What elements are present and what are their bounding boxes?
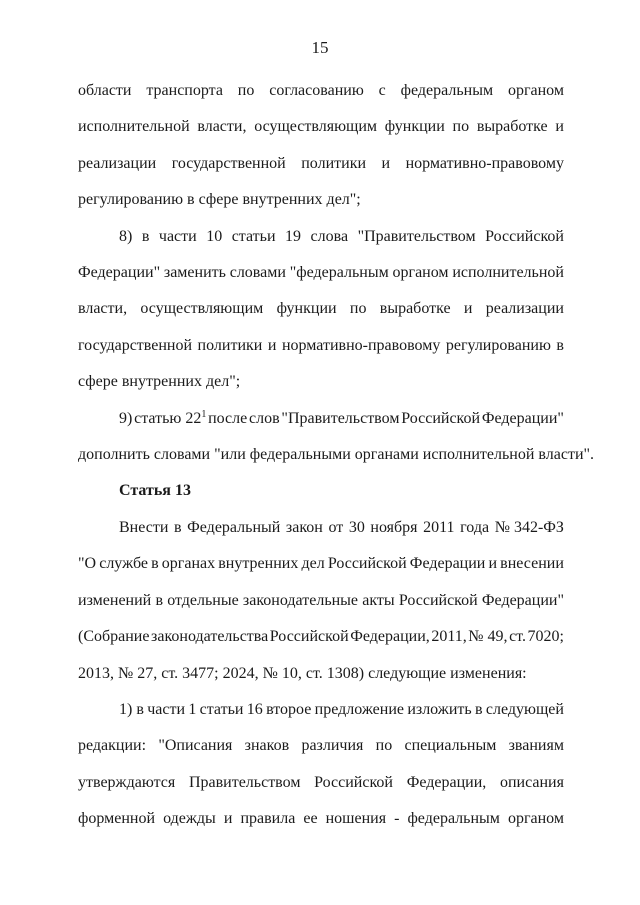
text-line bbox=[78, 328, 564, 364]
text-line bbox=[78, 583, 564, 619]
word: от bbox=[328, 518, 344, 536]
word: ст. bbox=[509, 628, 526, 646]
word: государственной bbox=[171, 154, 286, 172]
text-line bbox=[78, 182, 564, 218]
word: и bbox=[267, 336, 277, 354]
word: законодательные bbox=[242, 591, 359, 609]
text-line bbox=[78, 255, 564, 291]
word: 8) bbox=[119, 227, 133, 245]
word: согласованию bbox=[269, 82, 364, 99]
word: по bbox=[375, 737, 393, 755]
text-line bbox=[78, 801, 564, 837]
word: части bbox=[158, 227, 197, 245]
word: статью $22^1$ bbox=[134, 408, 207, 427]
word: 9) bbox=[119, 409, 133, 427]
word: Российской bbox=[401, 409, 481, 427]
word: функции bbox=[276, 300, 337, 318]
paragraph-transport-continuation bbox=[78, 73, 564, 219]
word: в bbox=[173, 518, 182, 536]
text-line bbox=[78, 437, 595, 473]
word: 1) в bbox=[119, 700, 144, 718]
word: 10 bbox=[206, 227, 223, 245]
word: и bbox=[223, 810, 233, 828]
word: слов bbox=[249, 409, 280, 427]
line-text: 2013, № 27, ст. 3477; 2024, № 10, ст. 1308) следующие изменения: bbox=[78, 664, 527, 682]
word: Российской bbox=[485, 227, 564, 245]
word: предложение bbox=[314, 700, 404, 718]
word: дел bbox=[301, 555, 325, 573]
paragraph-item-8 bbox=[78, 219, 564, 401]
word: власти, bbox=[78, 300, 128, 318]
word: органом bbox=[392, 264, 449, 282]
text-line bbox=[78, 401, 564, 437]
word: с bbox=[378, 82, 386, 99]
word: статьи bbox=[231, 227, 276, 245]
word: правила bbox=[240, 810, 296, 828]
text-line bbox=[78, 291, 564, 327]
word: изменений bbox=[78, 591, 152, 609]
word: в bbox=[556, 336, 564, 354]
word: № 342-ФЗ bbox=[494, 518, 564, 536]
text-line bbox=[78, 364, 564, 400]
word: выработке bbox=[379, 300, 451, 318]
word: закон bbox=[285, 518, 323, 536]
word: следующей bbox=[485, 700, 564, 718]
word: № 49, bbox=[468, 628, 508, 646]
text-line bbox=[78, 619, 564, 655]
word: "О bbox=[78, 555, 97, 573]
word: транспорта bbox=[146, 82, 223, 99]
word: Федерации, bbox=[350, 628, 430, 646]
word: второе bbox=[266, 700, 312, 718]
line-text: дополнить словами "или федеральными органами исполнительной власти". bbox=[78, 446, 595, 464]
word: Российской bbox=[398, 591, 478, 609]
word: ее bbox=[303, 810, 318, 828]
word: утверждаются bbox=[78, 773, 176, 791]
word: 2011, bbox=[431, 628, 467, 646]
word: Российской bbox=[314, 773, 393, 791]
word: реализации bbox=[485, 300, 564, 318]
word: слова bbox=[310, 227, 349, 245]
word: и bbox=[488, 555, 498, 573]
text-line bbox=[78, 546, 564, 582]
line-text: регулированию в сфере внутренних дел"; bbox=[78, 191, 361, 209]
word: отдельные bbox=[167, 591, 239, 609]
word: в bbox=[155, 591, 163, 609]
word: "Описания bbox=[158, 737, 233, 755]
text-line bbox=[78, 109, 564, 145]
word: 19 bbox=[285, 227, 302, 245]
word: по bbox=[237, 82, 255, 99]
word: нормативно-правовому bbox=[405, 154, 564, 172]
word: осуществляющим bbox=[254, 118, 378, 136]
word: ношения bbox=[325, 810, 387, 828]
word: в bbox=[151, 555, 159, 573]
word: Федерации bbox=[409, 555, 486, 573]
word: нормативно-правовому bbox=[281, 336, 441, 354]
word: ноября bbox=[370, 518, 418, 536]
word: Федерации" bbox=[481, 591, 564, 609]
word: внутренних bbox=[218, 555, 299, 573]
word: органом bbox=[507, 82, 564, 99]
word: и bbox=[463, 300, 473, 318]
text-line bbox=[78, 656, 564, 692]
word: статьи bbox=[199, 700, 244, 718]
word: после bbox=[208, 409, 248, 427]
text-line bbox=[78, 510, 564, 546]
word: Федерации" bbox=[78, 264, 161, 282]
word: заменить bbox=[163, 264, 226, 282]
word: изложить bbox=[407, 700, 472, 718]
word: части bbox=[147, 700, 186, 718]
word: политики bbox=[301, 154, 367, 172]
word: акты bbox=[362, 591, 395, 609]
word: "федеральным bbox=[289, 264, 389, 282]
word: по bbox=[452, 118, 470, 136]
paragraph-article-13-intro bbox=[78, 510, 564, 692]
word: - bbox=[394, 810, 400, 828]
word: специальным bbox=[404, 737, 497, 755]
word: политики bbox=[197, 336, 263, 354]
word: "Правительством bbox=[281, 409, 400, 427]
word: осуществляющим bbox=[140, 300, 264, 318]
page-number: 15 bbox=[311, 38, 329, 57]
text-line bbox=[78, 728, 564, 764]
word: редакции: bbox=[78, 737, 147, 755]
word: Федеральный bbox=[187, 518, 281, 536]
word: федеральным bbox=[400, 82, 494, 99]
word: выработке bbox=[476, 118, 548, 136]
word: 2011 bbox=[423, 518, 455, 536]
word: 30 bbox=[348, 518, 365, 536]
word: форменной bbox=[78, 810, 156, 828]
word: одежды bbox=[163, 810, 216, 828]
word: Федерации, bbox=[406, 773, 487, 791]
line-text: сфере внутренних дел"; bbox=[78, 373, 241, 391]
word: Внести bbox=[119, 518, 169, 536]
word: в bbox=[475, 700, 483, 718]
paragraph-item-1 bbox=[78, 692, 564, 838]
word: области bbox=[78, 82, 132, 99]
word: и bbox=[381, 154, 391, 172]
word: 16 bbox=[246, 700, 263, 718]
word: государственной bbox=[78, 336, 193, 354]
word: внесении bbox=[500, 555, 564, 573]
word: 7020; bbox=[527, 628, 564, 646]
word: Федерации" bbox=[481, 409, 564, 427]
article-heading: Статья 13 bbox=[119, 482, 191, 500]
word: описания bbox=[499, 773, 564, 791]
word: исполнительной bbox=[452, 264, 564, 282]
article-superscript: 1 bbox=[201, 408, 207, 420]
word: (Собрание bbox=[78, 628, 150, 646]
word: органах bbox=[161, 555, 216, 573]
word: функции bbox=[384, 118, 445, 136]
text-line bbox=[78, 765, 564, 801]
document-body bbox=[78, 73, 595, 838]
word: званиям bbox=[508, 737, 564, 755]
word: различия bbox=[301, 737, 364, 755]
word: Российской bbox=[327, 555, 407, 573]
word: Российской bbox=[269, 628, 349, 646]
word: органом bbox=[507, 810, 564, 828]
text-line bbox=[78, 73, 564, 109]
text-line bbox=[78, 219, 564, 255]
word: законодательства bbox=[151, 628, 269, 646]
word: и bbox=[555, 118, 564, 136]
word: Правительством bbox=[188, 773, 301, 791]
word: федеральным bbox=[407, 810, 500, 828]
word: словами bbox=[229, 264, 286, 282]
word: регулированию bbox=[445, 336, 551, 354]
word: "Правительством bbox=[357, 227, 476, 245]
word: реализации bbox=[78, 154, 157, 172]
text-line bbox=[78, 692, 564, 728]
word: исполнительной bbox=[78, 118, 190, 136]
word: 1 bbox=[188, 700, 197, 718]
article-number: 22 bbox=[185, 409, 202, 427]
word: года bbox=[460, 518, 490, 536]
word: знаков bbox=[244, 737, 290, 755]
word: службе bbox=[99, 555, 148, 573]
word: в bbox=[141, 227, 150, 245]
text-line bbox=[78, 146, 564, 182]
word: по bbox=[349, 300, 367, 318]
paragraph-item-9 bbox=[78, 401, 595, 474]
word: власти, bbox=[197, 118, 247, 136]
